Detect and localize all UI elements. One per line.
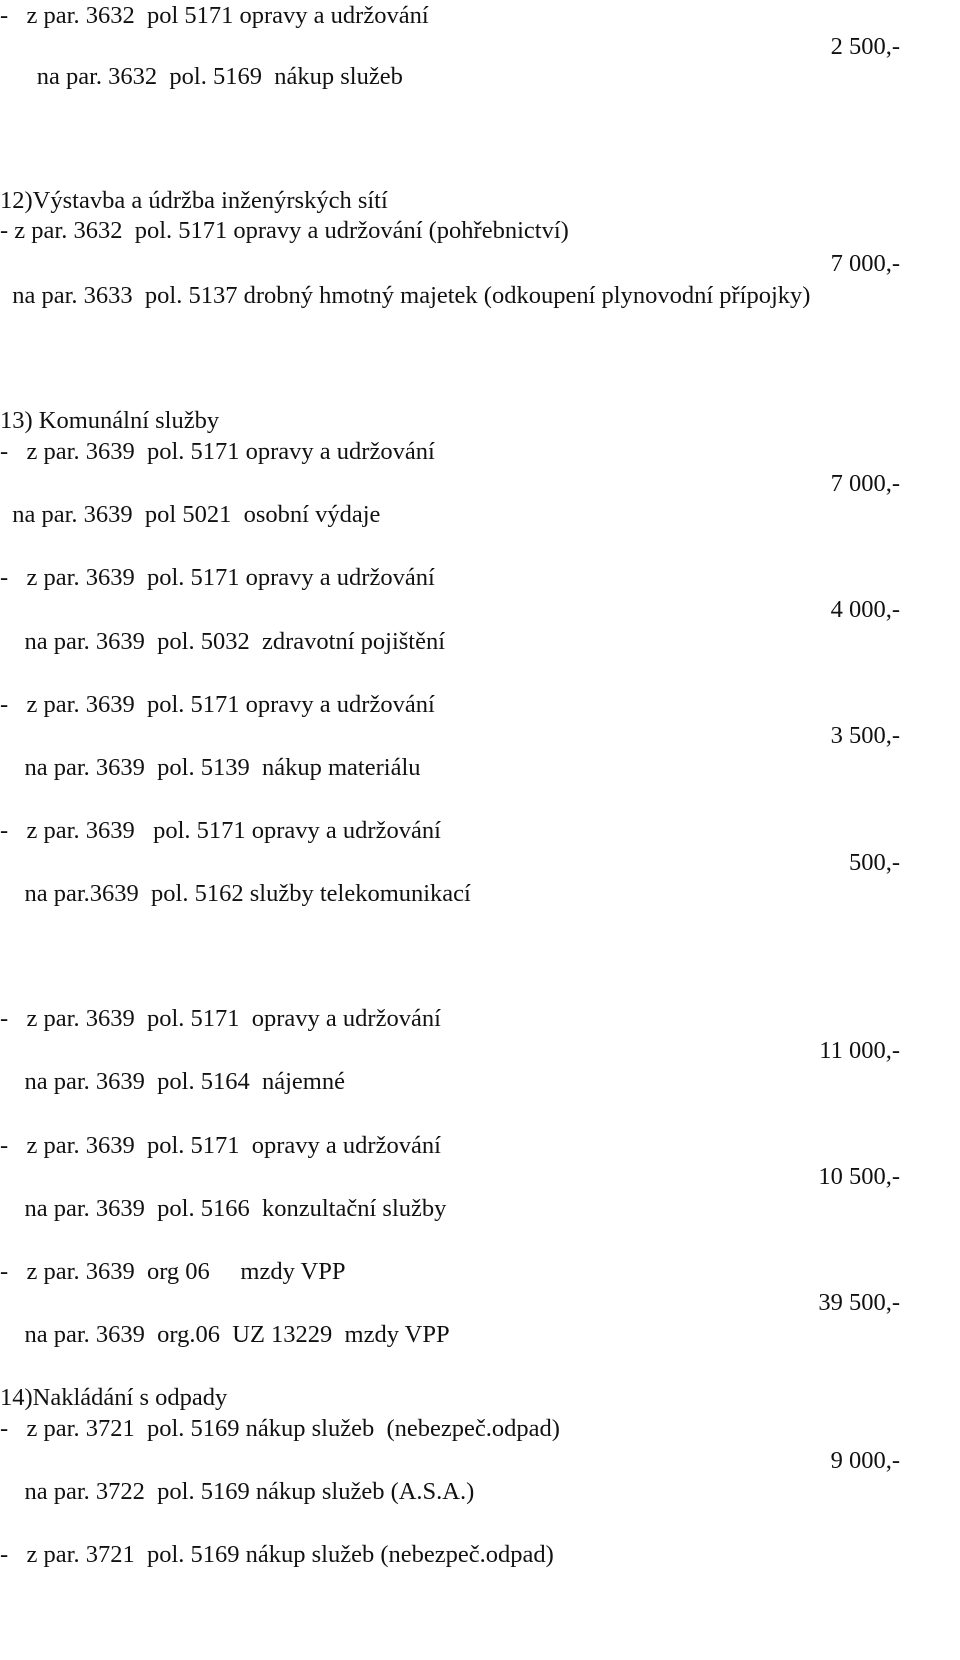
transfer-to-line: na par. 3633 pol. 5137 drobný hmotný majetek (odkoupení plynovodní přípojky) (0, 282, 811, 309)
transfer-to-line: na par. 3722 pol. 5169 nákup služeb (A.S.A.) (0, 1478, 475, 1505)
transfer-amount: 9 000,- (830, 1447, 900, 1474)
transfer-from-line: - z par. 3639 pol. 5171 opravy a udržování (0, 438, 435, 465)
transfer-amount: 4 000,- (830, 596, 900, 623)
transfer-amount: 10 500,- (818, 1163, 900, 1190)
transfer-from-line: - z par. 3721 pol. 5169 nákup služeb (nebezpeč.odpad) (0, 1541, 554, 1568)
transfer-from-line: - z par. 3632 pol 5171 opravy a udržování (0, 2, 429, 29)
transfer-to-line: na par. 3639 pol. 5139 nákup materiálu (0, 754, 421, 781)
transfer-amount: 500,- (848, 849, 900, 876)
transfer-amount: 39 500,- (818, 1289, 900, 1316)
transfer-from-line: - z par. 3639 org 06 mzdy VPP (0, 1258, 346, 1285)
transfer-amount: 11 000,- (819, 1037, 900, 1064)
transfer-to-line: na par. 3639 pol. 5164 nájemné (0, 1068, 345, 1095)
transfer-to-line: na par. 3639 pol. 5032 zdravotní pojištění (0, 628, 446, 655)
transfer-from-line: - z par. 3632 pol. 5171 opravy a udržování (pohřebnictví) (0, 217, 569, 244)
transfer-from-line: - z par. 3721 pol. 5169 nákup služeb (nebezpeč.odpad) (0, 1415, 560, 1442)
section-heading: 12)Výstavba a údržba inženýrských sítí (0, 187, 388, 214)
transfer-to-line: na par.3639 pol. 5162 služby telekomunikací (0, 880, 471, 907)
section-heading: 14)Nakládání s odpady (0, 1384, 228, 1411)
transfer-to-line: na par. 3632 pol. 5169 nákup služeb (0, 63, 403, 90)
transfer-from-line: - z par. 3639 pol. 5171 opravy a udržování (0, 1132, 441, 1159)
transfer-from-line: - z par. 3639 pol. 5171 opravy a udržování (0, 691, 435, 718)
transfer-amount: 2 500,- (830, 33, 900, 60)
transfer-amount: 7 000,- (830, 470, 900, 497)
transfer-amount: 3 500,- (830, 722, 900, 749)
transfer-to-line: na par. 3639 org.06 UZ 13229 mzdy VPP (0, 1321, 450, 1348)
transfer-to-line: na par. 3639 pol. 5166 konzultační služby (0, 1195, 447, 1222)
transfer-to-line: na par. 3639 pol 5021 osobní výdaje (0, 501, 381, 528)
transfer-from-line: - z par. 3639 pol. 5171 opravy a udržování (0, 564, 435, 591)
transfer-from-line: - z par. 3639 pol. 5171 opravy a udržování (0, 1005, 441, 1032)
transfer-from-line: - z par. 3639 pol. 5171 opravy a udržování (0, 817, 441, 844)
section-heading: 13) Komunální služby (0, 407, 220, 434)
transfer-amount: 7 000,- (830, 250, 900, 277)
